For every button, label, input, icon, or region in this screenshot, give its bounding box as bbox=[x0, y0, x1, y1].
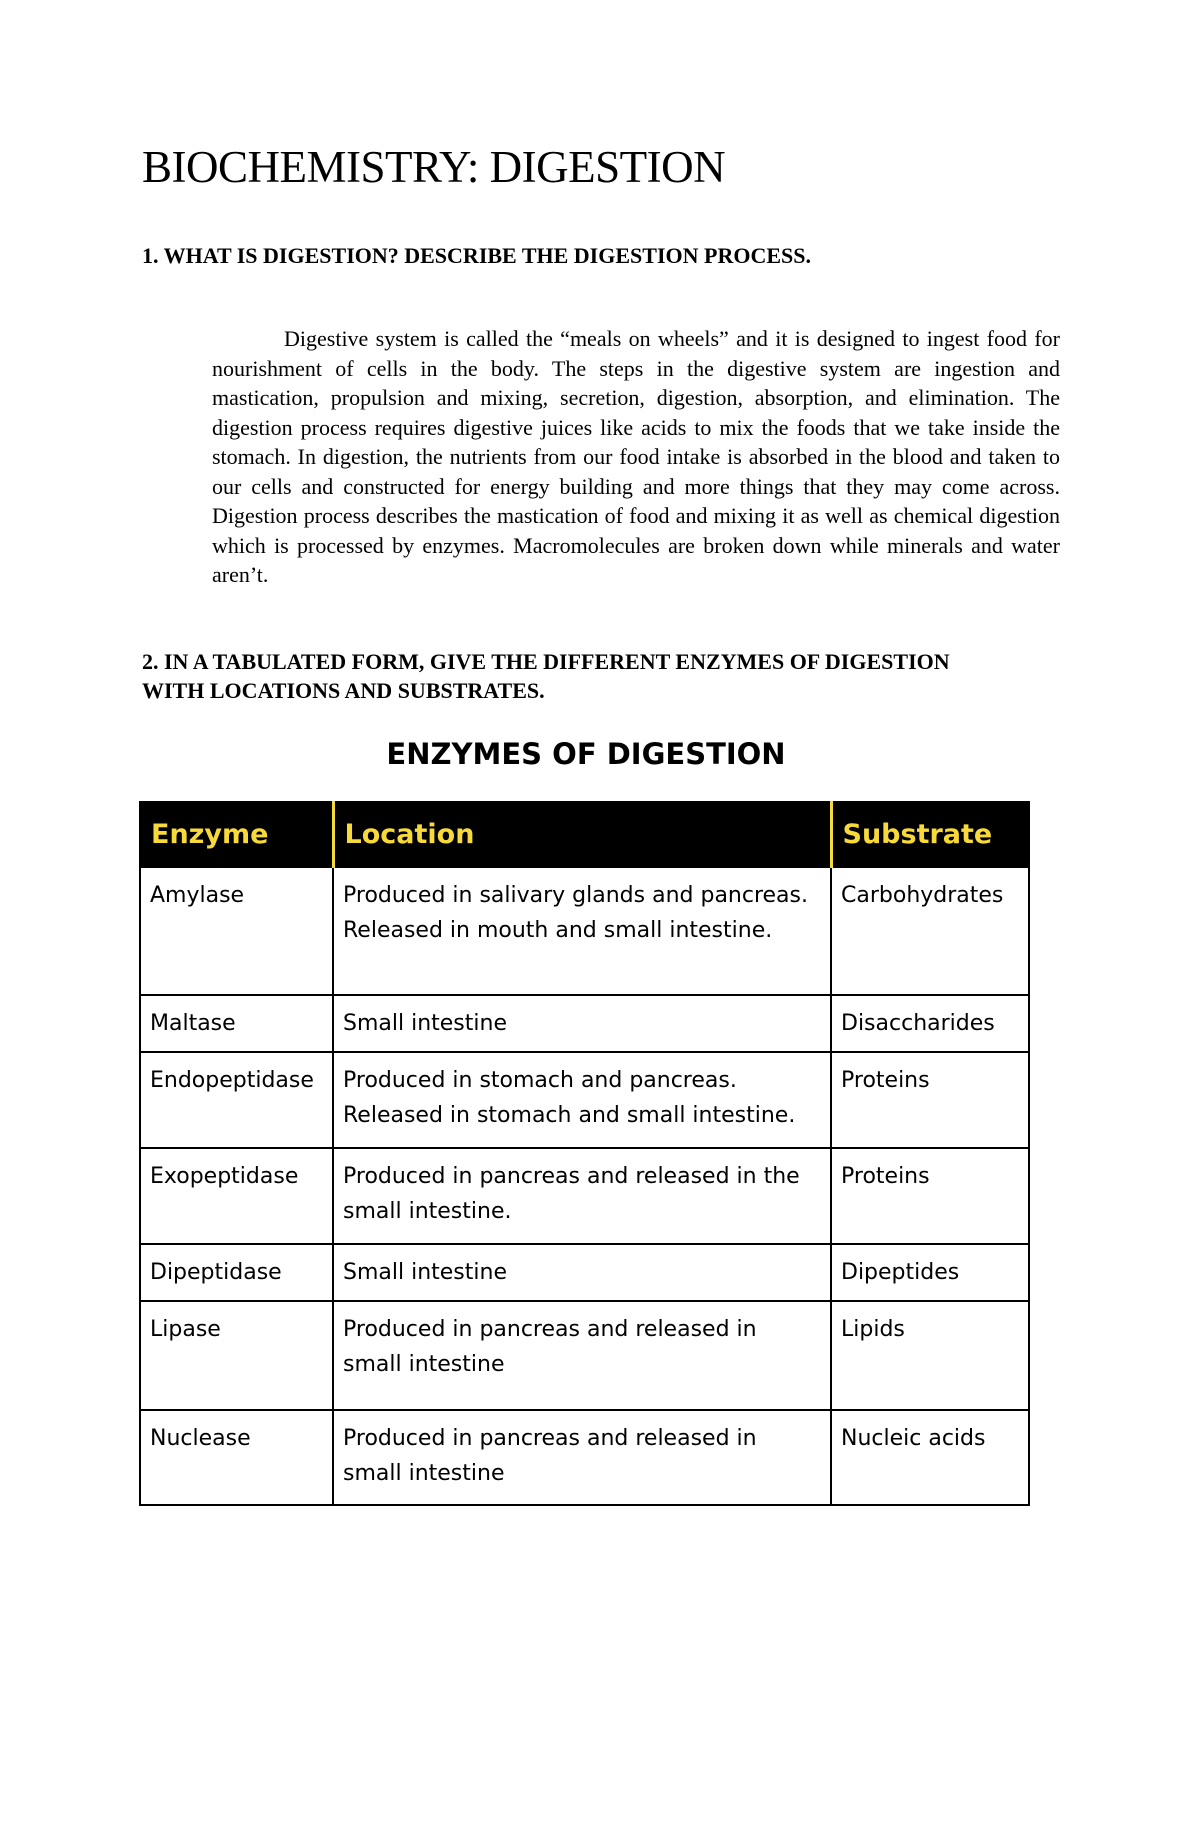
cell-location: Small intestine bbox=[333, 995, 831, 1052]
page-title: BIOCHEMISTRY: DIGESTION bbox=[142, 142, 726, 192]
cell-enzyme: Nuclease bbox=[140, 1410, 333, 1505]
cell-substrate: Dipeptides bbox=[831, 1244, 1029, 1301]
header-substrate: Substrate bbox=[831, 802, 1029, 867]
cell-substrate: Lipids bbox=[831, 1301, 1029, 1410]
table-row bbox=[140, 995, 1029, 1052]
header-location: Location bbox=[333, 802, 831, 867]
cell-location: Produced in pancreas and released in the small intestine. bbox=[333, 1148, 831, 1244]
cell-enzyme: Dipeptidase bbox=[140, 1244, 333, 1301]
cell-substrate: Carbohydrates bbox=[831, 867, 1029, 995]
question-2-heading: 2. IN A TABULATED FORM, GIVE THE DIFFERENT ENZYMES OF DIGESTION WITH LOCATIONS AND SUBSTRATES. bbox=[142, 649, 950, 703]
cell-substrate: Proteins bbox=[831, 1148, 1029, 1244]
header-enzyme: Enzyme bbox=[140, 802, 333, 867]
table-header-row bbox=[140, 802, 1029, 867]
cell-enzyme: Exopeptidase bbox=[140, 1148, 333, 1244]
answer-1-paragraph: Digestive system is called the “meals on wheels” and it is designed to ingest food for nourishment of cells in the body. The steps in the digestive system are ingestion and mastication, propulsion and mixing, secretion, digestion, absorption, and elimination. The digestion process requires digestive juices like acids to mix the foods that we take inside the stomach. In digestion, the nutrients from our food intake is absorbed in the blood and taken to our cells and constructed for energy building and more things that they may come across. Digestion process describes the mastication of food and mixing it as well as chemical digestion which is processed by enzymes. Macromolecules are broken down while minerals and water aren’t. bbox=[212, 326, 1060, 587]
cell-location: Small intestine bbox=[333, 1244, 831, 1301]
table-row bbox=[140, 1301, 1029, 1410]
cell-enzyme: Lipase bbox=[140, 1301, 333, 1410]
cell-location: Produced in salivary glands and pancreas. Released in mouth and small intestine. bbox=[333, 867, 831, 995]
cell-enzyme: Amylase bbox=[140, 867, 333, 995]
cell-location: Produced in stomach and pancreas. Released in stomach and small intestine. bbox=[333, 1052, 831, 1148]
table-title: ENZYMES OF DIGESTION bbox=[386, 737, 786, 771]
cell-enzyme: Maltase bbox=[140, 995, 333, 1052]
table-row bbox=[140, 1052, 1029, 1148]
cell-substrate: Disaccharides bbox=[831, 995, 1029, 1052]
cell-enzyme: Endopeptidase bbox=[140, 1052, 333, 1148]
table-row bbox=[140, 867, 1029, 995]
table-row bbox=[140, 1410, 1029, 1505]
enzymes-table bbox=[139, 801, 1030, 1506]
table-row bbox=[140, 1244, 1029, 1301]
cell-substrate: Proteins bbox=[831, 1052, 1029, 1148]
cell-substrate: Nucleic acids bbox=[831, 1410, 1029, 1505]
question-1-heading: 1. WHAT IS DIGESTION? DESCRIBE THE DIGESTION PROCESS. bbox=[142, 243, 811, 268]
cell-location: Produced in pancreas and released in small intestine bbox=[333, 1410, 831, 1505]
cell-location: Produced in pancreas and released in small intestine bbox=[333, 1301, 831, 1410]
table-row bbox=[140, 1148, 1029, 1244]
